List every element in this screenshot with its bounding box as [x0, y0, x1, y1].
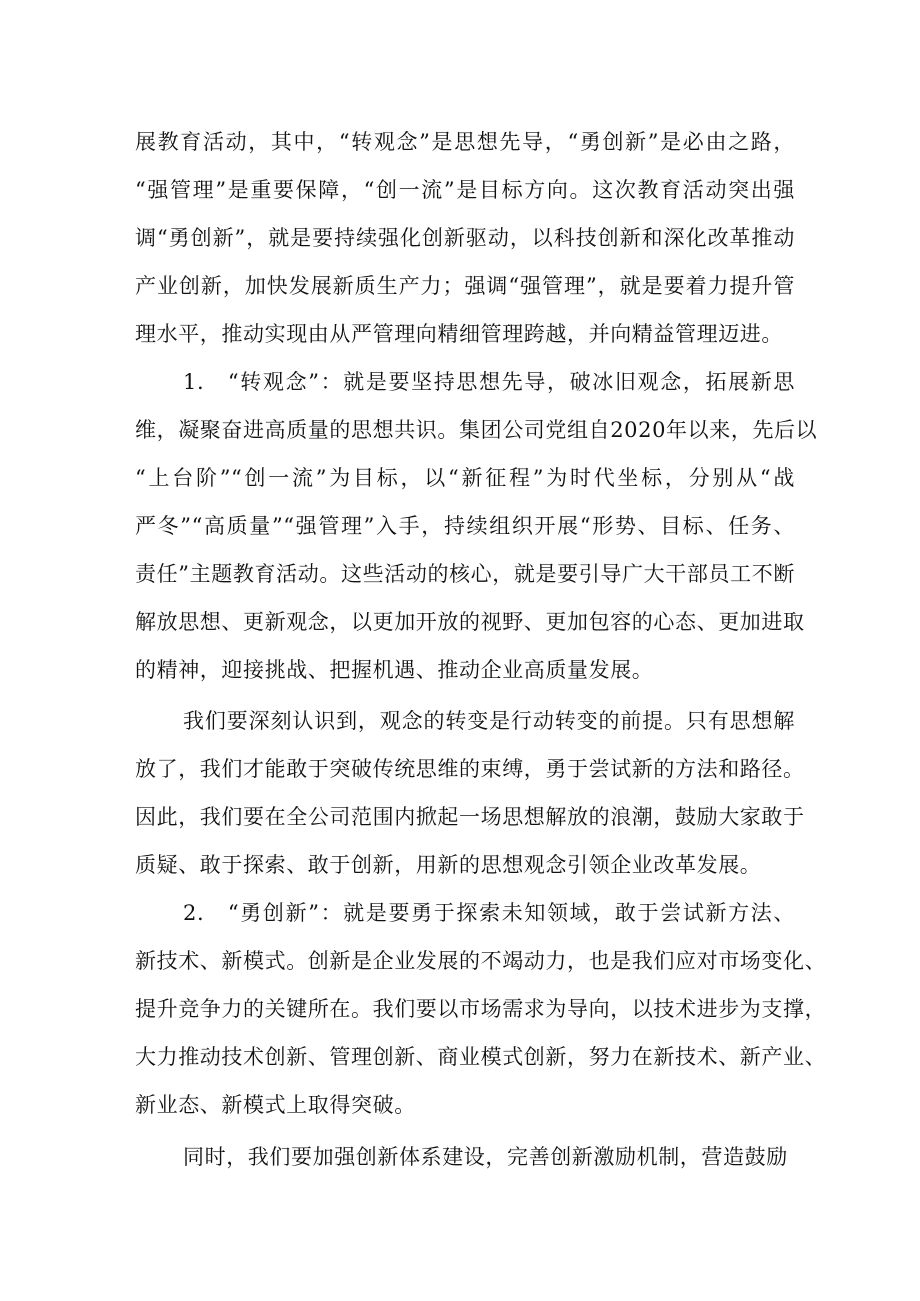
paragraph-first-line: 我们要深刻认识到，观念的转变是行动转变的前提。只有思想解 [183, 709, 795, 733]
text-line: 的精神，迎接挑战、把握机遇、推动企业高质量发展。 [135, 658, 654, 682]
text-line: “强管理”是重要保障，“创一流”是目标方向。这次教育活动突出强 [135, 178, 795, 202]
section-heading-line: 2. “勇创新”：就是要勇于探索未知领域，敢于尝试新方法、 [183, 901, 795, 925]
text-line: 提升竞争力的关键所在。我们要以市场需求为导向，以技术进步为支撑， [135, 997, 827, 1021]
text-line: “上台阶”“创一流”为目标，以“新征程”为时代坐标，分别从“战 [135, 466, 795, 490]
text-line: 质疑、敢于探索、敢于创新，用新的思想观念引领企业改革发展。 [135, 853, 762, 877]
paragraph-first-line: 同时，我们要加强创新体系建设，完善创新激励机制，营造鼓励 [183, 1145, 788, 1169]
text-line: 展教育活动，其中，“转观念”是思想先导，“勇创新”是必由之路， [135, 130, 795, 154]
text-line: 责任”主题教育活动。这些活动的核心，就是要引导广大干部员工不断 [135, 562, 795, 586]
text-line: 解放思想、更新观念，以更加开放的视野、更加包容的心态、更加进取 [135, 610, 805, 634]
text-line: 新技术、新模式。创新是企业发展的不竭动力，也是我们应对市场变化、 [135, 949, 827, 973]
text-line: 产业创新，加快发展新质生产力；强调“强管理”，就是要着力提升管 [135, 274, 795, 298]
text-line: 维，凝聚奋进高质量的思想共识。集团公司党组自2020年以来，先后以 [135, 418, 818, 442]
section-heading-line: 1. “转观念”：就是要坚持思想先导，破冰旧观念，拓展新思 [183, 370, 795, 394]
text-line: 放了，我们才能敢于突破传统思维的束缚，勇于尝试新的方法和路径。 [135, 757, 805, 781]
text-line: 因此，我们要在全公司范围内掀起一场思想解放的浪潮，鼓励大家敢于 [135, 805, 805, 829]
text-line: 调“勇创新”，就是要持续强化创新驱动，以科技创新和深化改革推动 [135, 226, 795, 250]
text-line: 理水平，推动实现由从严管理向精细管理跨越，并向精益管理迈进。 [135, 322, 783, 346]
text-line: 严冬”“高质量”“强管理”入手，持续组织开展“形势、目标、任务、 [135, 514, 795, 538]
text-line: 新业态、新模式上取得突破。 [135, 1093, 416, 1117]
text-line: 大力推动技术创新、管理创新、商业模式创新，努力在新技术、新产业、 [135, 1045, 827, 1069]
